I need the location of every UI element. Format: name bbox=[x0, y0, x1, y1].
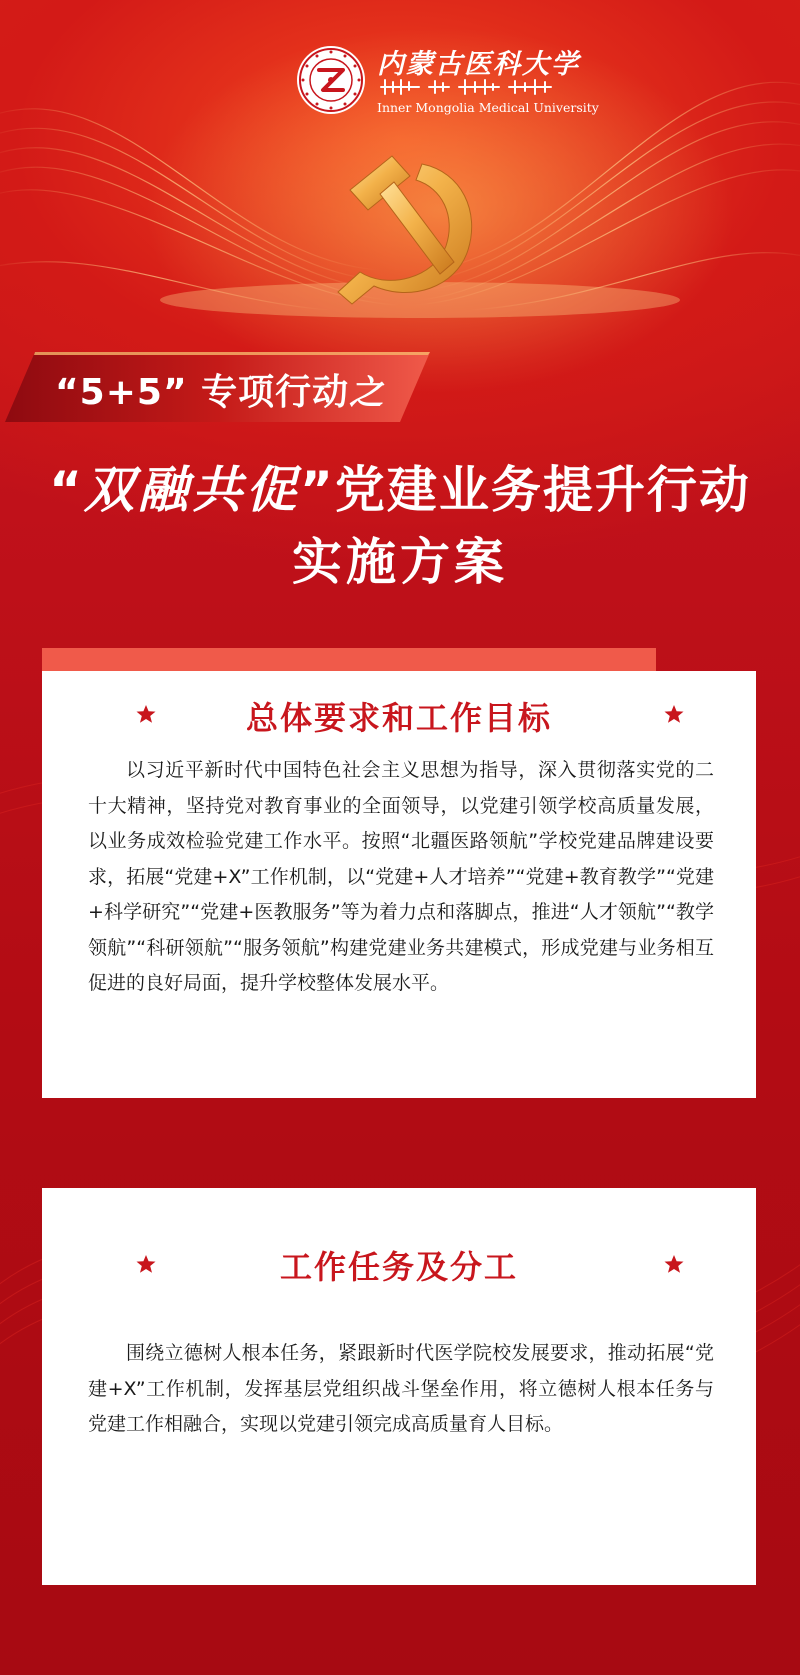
title-line1-rest: 党建业务提升行动 bbox=[334, 461, 751, 519]
section-1-paragraph: 以习近平新时代中国特色社会主义思想为指导，深入贯彻落实党的二十大精神，坚持党对教育事业的全面领导，以党建引领学校高质量发展，以业务成效检验党建工作水平。按照“北疆医路领航”学校党建品牌建设要求，拓展“党建+X”工作机制，以“党建+人才培养”“党建+教育教学”“党建+科学研究”“党建+医教服务”等为着力点和落脚点，推进“人才领航”“教学领航”“科研领航”“服务领航”构建党建业务共建模式，形成党建与业务相互促进的良好局面，提升学校整体发展水平。 bbox=[88, 759, 714, 994]
banner-label: 专项行动 bbox=[201, 372, 350, 413]
section-2-heading: 工作任务及分工 bbox=[279, 1248, 518, 1286]
star-icon bbox=[664, 1254, 684, 1274]
university-name-cn: 内蒙古医科大学 bbox=[377, 49, 580, 80]
banner-campaign: 5+5 bbox=[79, 372, 163, 413]
section-2-paragraph: 围绕立德树人根本任务，紧跟新时代医学院校发展要求，推动拓展“党建+X”工作机制，发挥基层党组织战斗堡垒作用，将立德树人根本任务与党建工作相融合，实现以党建引领完成高质量育人目标。 bbox=[88, 1342, 714, 1435]
title-quote-left: “ bbox=[49, 461, 84, 519]
section-1-heading: 总体要求和工作目标 bbox=[245, 699, 552, 737]
main-title-line2: 实施方案 bbox=[292, 533, 508, 591]
section-1-body bbox=[88, 753, 714, 1002]
university-logo bbox=[295, 40, 599, 120]
title-calligraphy: 双融共促 bbox=[84, 460, 300, 519]
section-1-card bbox=[42, 671, 756, 1098]
university-name-en: Inner Mongolia Medical University bbox=[377, 100, 599, 115]
section-2-card bbox=[42, 1188, 756, 1585]
main-title-line1 bbox=[0, 450, 800, 522]
banner-quote-right: ” bbox=[162, 372, 188, 413]
campaign-banner bbox=[5, 352, 430, 422]
banner-connector: 之 bbox=[349, 373, 385, 413]
mongolian-script-decoration bbox=[379, 76, 554, 98]
hammer-and-sickle-icon bbox=[330, 150, 485, 310]
section-2-body bbox=[88, 1336, 714, 1443]
banner-title bbox=[55, 364, 384, 415]
title-quote-right: ” bbox=[300, 461, 335, 519]
banner-quote-left: “ bbox=[55, 372, 80, 413]
star-icon bbox=[664, 704, 684, 724]
university-seal-icon bbox=[295, 44, 367, 116]
section-1-accent-tab bbox=[42, 648, 656, 672]
